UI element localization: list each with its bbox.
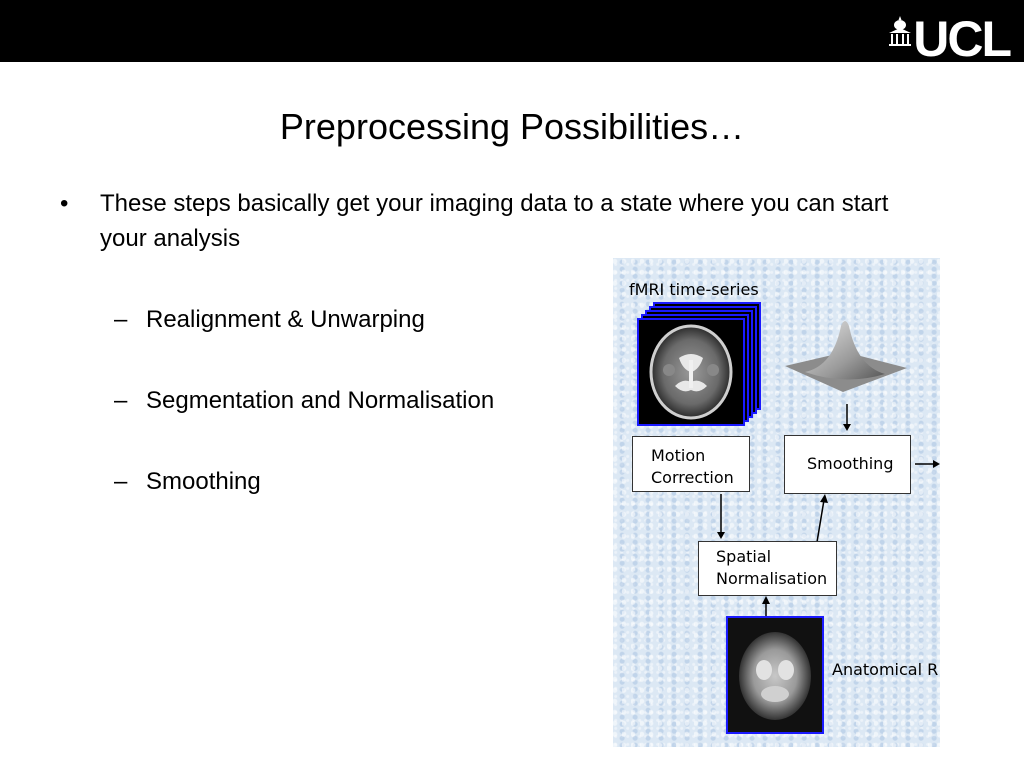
bullet-marker: •	[60, 190, 69, 217]
gaussian-kernel-icon	[785, 316, 907, 394]
anatomical-brain-icon	[728, 618, 822, 732]
arrow-right-icon	[915, 458, 940, 470]
sub-text: Segmentation and Normalisation	[146, 387, 495, 414]
fmri-label: fMRI time-series	[629, 280, 759, 299]
spatial-line-1: Spatial	[716, 547, 772, 566]
arrow-down-icon	[842, 404, 852, 432]
sub-marker: –	[114, 306, 128, 333]
bullet-text: These steps basically get your imaging data to a state where you can start your analysis	[100, 190, 889, 252]
logo-text: UCL	[913, 11, 1010, 67]
ucl-logo	[889, 11, 1010, 67]
sub-text: Realignment & Unwarping	[146, 306, 425, 333]
motion-correction-box	[632, 436, 750, 492]
sub-text: Smoothing	[146, 468, 261, 495]
smoothing-label: Smoothing	[807, 454, 894, 473]
spatial-line-2: Normalisation	[716, 569, 828, 588]
portico-icon	[889, 16, 911, 46]
smoothing-box	[784, 435, 911, 494]
spatial-normalisation-box	[698, 541, 837, 596]
motion-line-1: Motion	[651, 446, 706, 465]
arrow-up-icon	[761, 596, 771, 618]
anatomical-image	[726, 616, 824, 734]
sub-marker: –	[114, 387, 128, 414]
motion-line-2: Correction	[651, 468, 734, 487]
arrow-up-icon	[813, 494, 829, 542]
sub-marker: –	[114, 468, 128, 495]
fmri-brain-slice	[637, 318, 745, 426]
anatomical-label: Anatomical R	[832, 660, 939, 679]
header-bar	[0, 0, 1024, 67]
slide-title: Preprocessing Possibilities…	[279, 106, 745, 147]
brain-scan-icon	[639, 320, 743, 424]
arrow-down-icon	[716, 494, 726, 540]
preprocessing-diagram	[613, 258, 940, 747]
